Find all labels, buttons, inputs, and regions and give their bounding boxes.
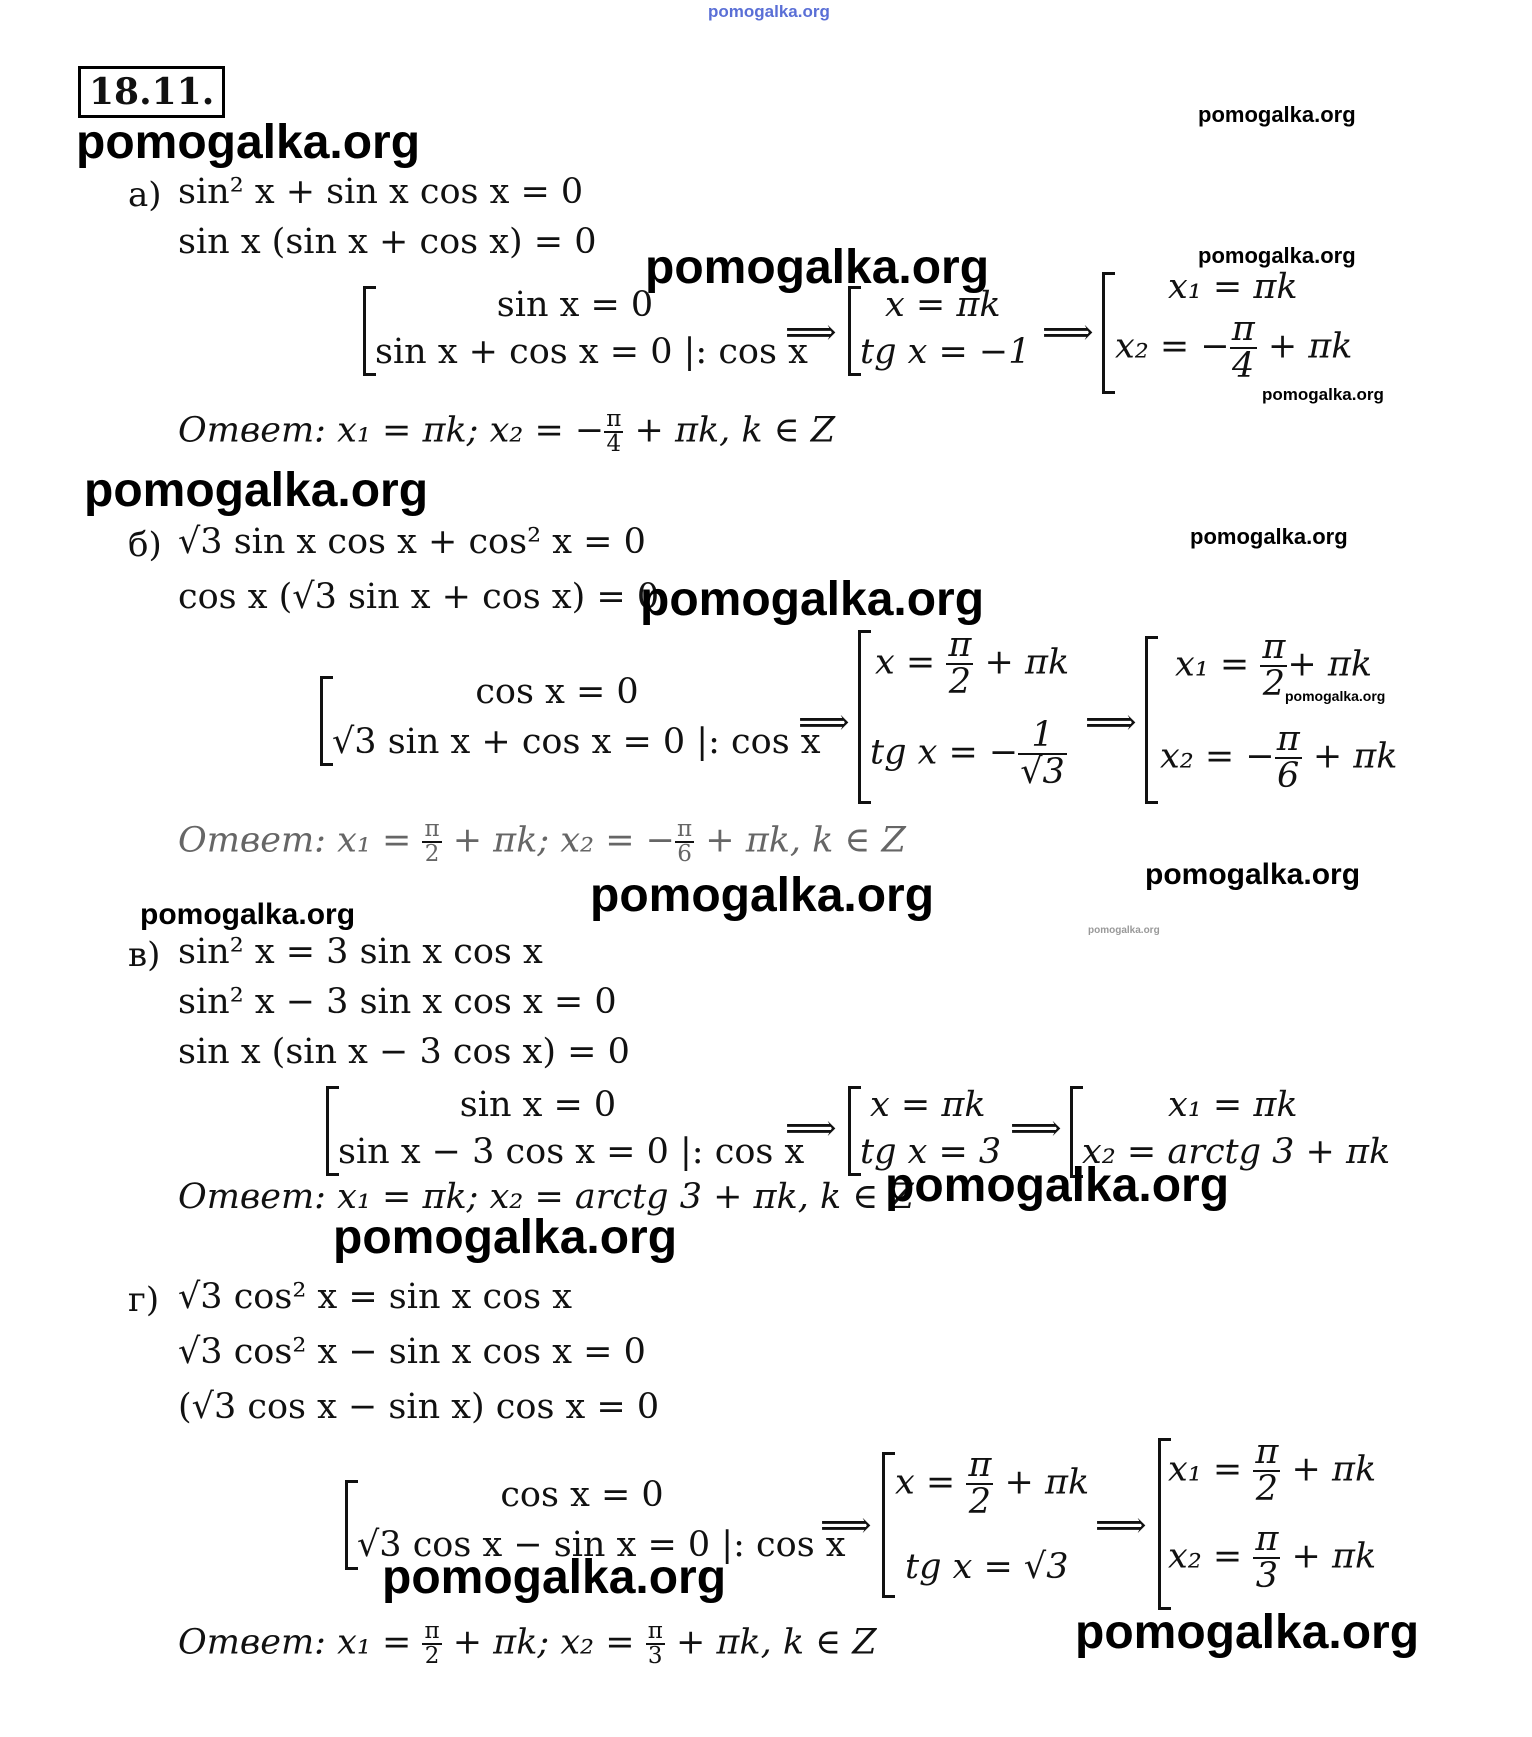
part-v-label: в) — [128, 935, 161, 975]
part-a-sys3-row2: x₂ = − $\frac{\pi}{4}$ + πk — [1115, 309, 1353, 386]
part-v-factored: sin x (sin x − 3 cos x) = 0 — [178, 1032, 630, 1072]
watermark: pomogalka.org — [590, 869, 935, 922]
part-v-moved: sin² x − 3 sin x cos x = 0 — [178, 982, 617, 1022]
part-g-factored: (√3 cos x − sin x) cos x = 0 — [178, 1387, 660, 1427]
part-a-answer: Ответ: x₁ = πk; x₂ = − $\frac{\pi}{4}$ + πk, k ∈ Z — [178, 406, 836, 457]
part-g-label: г) — [128, 1280, 160, 1320]
watermark: pomogalka.org — [1190, 524, 1348, 549]
part-v-sys2-row2: tg x = 3 — [860, 1132, 1002, 1172]
part-a-sys2-row1: x = πk — [885, 285, 1001, 325]
part-a-sys1-row1: sin x = 0 — [496, 285, 654, 325]
part-g-moved: √3 cos² x − sin x cos x = 0 — [178, 1332, 646, 1372]
watermark: pomogalka.org — [645, 241, 990, 294]
part-b-sys2-row2: tg x = − $\frac{1}{√3}$ — [870, 715, 1065, 792]
implies-arrow: ⟹ — [1042, 312, 1094, 353]
part-a-sys1-row2: sin x + cos x = 0 |: cos x — [375, 332, 808, 372]
part-v-sys3-row1: x₁ = πk — [1168, 1085, 1298, 1125]
part-b-label: б) — [128, 525, 162, 565]
part-g-sys1-row2: √3 cos x − sin x = 0 |: cos x — [357, 1525, 846, 1565]
part-b-sys3-row1: x₁ = $\frac{\pi}{2}$ + πk — [1175, 627, 1373, 704]
watermark: pomogalka.org — [333, 1211, 678, 1264]
part-g-sys1-row1: cos x = 0 — [500, 1475, 664, 1515]
part-a-equation: sin² x + sin x cos x = 0 — [178, 172, 584, 212]
watermark: pomogalka.org — [640, 573, 985, 626]
part-g-sys2-row2: tg x = √3 — [905, 1547, 1069, 1587]
watermark: pomogalka.org — [1198, 102, 1356, 127]
part-a-sys2-row2: tg x = −1 — [860, 332, 1031, 372]
part-v-sys1-row1: sin x = 0 — [459, 1085, 617, 1125]
watermark: pomogalka.org — [140, 898, 356, 931]
part-v-answer: Ответ: x₁ = πk; x₂ = arctg 3 + πk, k ∈ Z — [178, 1177, 914, 1217]
part-b-sys2-row1: x = $\frac{\pi}{2}$ + πk — [875, 625, 1070, 702]
bracket-a3 — [1102, 272, 1115, 394]
watermark: pomogalka.org — [1198, 243, 1356, 268]
implies-arrow: ⟹ — [820, 1505, 872, 1546]
part-b-answer: Ответ: x₁ = $\frac{\pi}{2}$ + πk; x₂ = − $\frac{\pi}{6}$ + πk, k ∈ Z — [178, 816, 906, 867]
part-g-sys2-row1: x = $\frac{\pi}{2}$ + πk — [895, 1445, 1090, 1522]
implies-arrow: ⟹ — [1010, 1108, 1062, 1149]
part-b-factored: cos x (√3 sin x + cos x) = 0 — [178, 577, 660, 617]
top-watermark: pomogalka.org — [708, 2, 830, 21]
part-v-equation: sin² x = 3 sin x cos x — [178, 932, 543, 972]
part-a-sys3-row1: x₁ = πk — [1168, 267, 1298, 307]
bracket-g2 — [882, 1452, 895, 1598]
part-v-sys1-row2: sin x − 3 cos x = 0 |: cos x — [338, 1132, 805, 1172]
implies-arrow: ⟹ — [785, 312, 837, 353]
part-v-sys3-row2: x₂ = arctg 3 + πk — [1082, 1132, 1391, 1172]
implies-arrow: ⟹ — [1085, 702, 1137, 743]
watermark: pomogalka.org — [1285, 688, 1386, 704]
implies-arrow: ⟹ — [785, 1108, 837, 1149]
implies-arrow: ⟹ — [1095, 1505, 1147, 1546]
part-g-answer: Ответ: x₁ = $\frac{\pi}{2}$ + πk; x₂ = $\frac{\pi}{3}$ + πk, k ∈ Z — [178, 1618, 877, 1669]
part-b-sys3-row2: x₂ = − $\frac{\pi}{6}$ + πk — [1160, 719, 1398, 796]
bracket-b3 — [1145, 636, 1158, 804]
watermark: pomogalka.org — [885, 1159, 1230, 1212]
part-g-equation: √3 cos² x = sin x cos x — [178, 1277, 572, 1317]
part-a-factored: sin x (sin x + cos x) = 0 — [178, 222, 597, 262]
part-g-sys3-row2: x₂ = $\frac{\pi}{3}$ + πk — [1168, 1519, 1377, 1596]
watermark: pomogalka.org — [84, 464, 429, 517]
watermark: pomogalka.org — [1262, 385, 1384, 404]
problem-number: 18.11. — [78, 66, 225, 118]
part-v-sys2-row1: x = πk — [870, 1085, 986, 1125]
implies-arrow: ⟹ — [798, 702, 850, 743]
part-a-label: а) — [128, 175, 162, 215]
watermark: pomogalka.org — [76, 116, 421, 169]
part-b-sys1-row2: √3 sin x + cos x = 0 |: cos x — [332, 722, 821, 762]
watermark: pomogalka.org — [382, 1551, 727, 1604]
watermark: pomogalka.org — [1088, 925, 1160, 936]
part-b-sys1-row1: cos x = 0 — [475, 672, 639, 712]
watermark: pomogalka.org — [1075, 1606, 1420, 1659]
part-g-sys3-row1: x₁ = $\frac{\pi}{2}$ + πk — [1168, 1432, 1377, 1509]
part-b-equation: √3 sin x cos x + cos² x = 0 — [178, 522, 646, 562]
watermark: pomogalka.org — [1145, 858, 1361, 891]
